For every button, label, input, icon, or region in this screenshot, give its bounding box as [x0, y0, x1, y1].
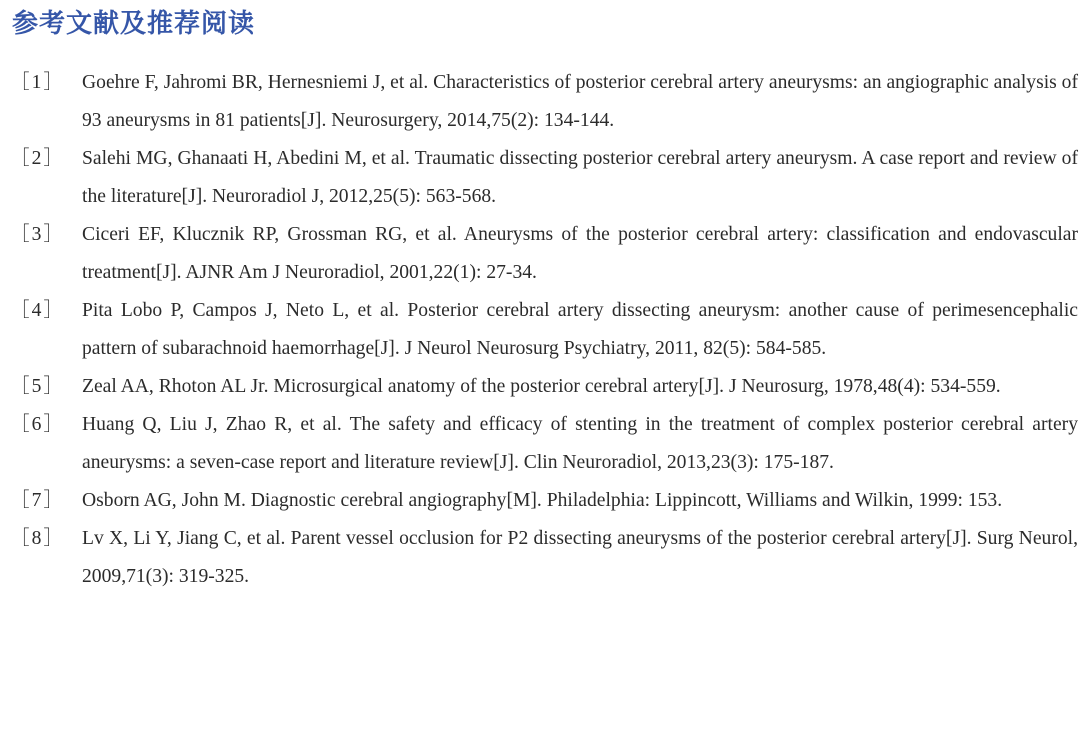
reference-item-6 — [0, 406, 1080, 482]
reference-item-8 — [0, 520, 1080, 596]
reference-number: ［5］ — [10, 376, 65, 397]
reference-item-3 — [0, 216, 1080, 292]
reference-text: Zeal AA, Rhoton AL Jr. Microsurgical anatomy of the posterior cerebral artery[J]. J Neurosurg, 1978,48(4): 534-559. — [82, 376, 1001, 397]
reference-text: Salehi MG, Ghanaati H, Abedini M, et al. Traumatic dissecting posterior cerebral artery aneurysm. A case report and review of the literature[J]. Neuroradiol J, 2012,25(5): 563-568. — [82, 148, 1078, 207]
reference-text: Pita Lobo P, Campos J, Neto L, et al. Posterior cerebral artery dissecting aneurysm: another cause of perimesencephalic pattern of subarachnoid haemorrhage[J]. J Neurol Neurosurg Psychiatry, 2011, 82(5): 584-585. — [82, 300, 1078, 359]
section-heading: 参考文献及推荐阅读 — [12, 9, 256, 39]
reference-number: ［2］ — [10, 148, 65, 169]
reference-number: ［7］ — [10, 490, 65, 511]
reference-item-4 — [0, 292, 1080, 368]
reference-number: ［8］ — [10, 528, 65, 549]
reference-item-1 — [0, 64, 1080, 140]
reference-text: Ciceri EF, Klucznik RP, Grossman RG, et al. Aneurysms of the posterior cerebral artery: classification and endovascular treatment[J]. AJNR Am J Neuroradiol, 2001,22(1): 27-34. — [82, 224, 1078, 283]
reference-text: Osborn AG, John M. Diagnostic cerebral angiography[M]. Philadelphia: Lippincott, Williams and Wilkin, 1999: 153. — [82, 490, 1003, 511]
reference-list — [0, 64, 1080, 596]
reference-text: Huang Q, Liu J, Zhao R, et al. The safety and efficacy of stenting in the treatment of complex posterior cerebral artery aneurysms: a seven-case report and literature review[J]. Clin Neuroradiol, 2013,23(3): 175-187. — [82, 414, 1078, 473]
reference-number: ［3］ — [10, 224, 65, 245]
reference-item-5 — [0, 368, 1080, 406]
reference-number: ［4］ — [10, 300, 65, 321]
reference-text: Lv X, Li Y, Jiang C, et al. Parent vessel occlusion for P2 dissecting aneurysms of the posterior cerebral artery[J]. Surg Neurol, 2009,71(3): 319-325. — [82, 528, 1078, 587]
reference-item-7 — [0, 482, 1080, 520]
reference-text: Goehre F, Jahromi BR, Hernesniemi J, et al. Characteristics of posterior cerebral artery aneurysms: an angiographic analysis of 93 aneurysms in 81 patients[J]. Neurosurgery, 2014,75(2): 134-144. — [82, 72, 1078, 131]
reference-number: ［1］ — [10, 72, 65, 93]
reference-number: ［6］ — [10, 414, 65, 435]
reference-item-2 — [0, 140, 1080, 216]
